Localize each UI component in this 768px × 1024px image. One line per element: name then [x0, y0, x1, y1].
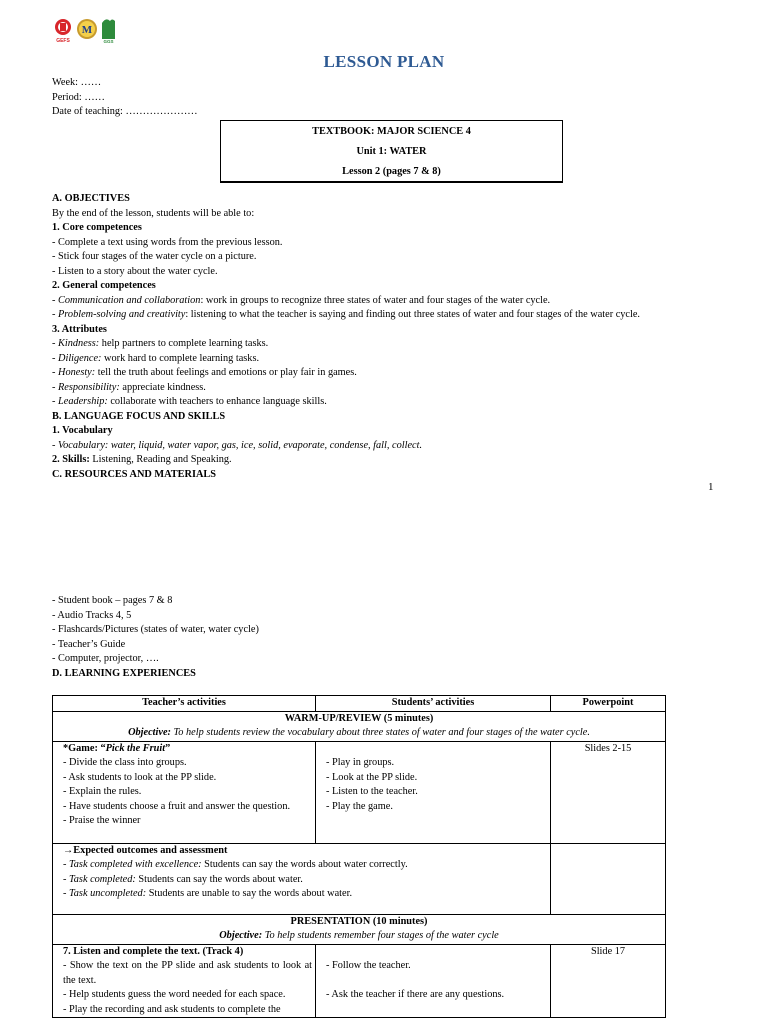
unit-title: Unit 1: WATER: [356, 146, 427, 157]
vocab-heading: 1. Vocabulary: [52, 425, 113, 436]
teacher-step: - Divide the class into groups.: [63, 757, 187, 768]
warmup-objective: Objective: To help students review the vocabulary about three states of water and four stages of the water cycle.: [128, 727, 590, 738]
warmup-title: WARM-UP/REVIEW (5 minutes): [284, 712, 434, 724]
resource-item: - Teacher’s Guide: [52, 638, 126, 650]
student-step: - Listen to the teacher.: [326, 786, 418, 797]
teacher-step: - Help students guess the word needed for each space.: [63, 989, 286, 1000]
presentation-title: PRESENTATION (10 minutes): [290, 915, 428, 927]
gefs-logo-icon: [55, 19, 71, 44]
core-item: - Complete a text using words from the previous lesson.: [52, 236, 283, 248]
vocab-line: - Vocabulary: water, liquid, water vapor, gas, ice, solid, evaporate, condense, fall, collect.: [52, 439, 423, 451]
teacher-step: - Have students choose a fruit and answer the question.: [63, 800, 291, 812]
teacher-step: - Show the text on the PP slide and ask students to look at the text.: [63, 960, 312, 986]
attribute-item: - Responsibility: appreciate kindness.: [52, 381, 206, 393]
core-heading: 1. Core competences: [52, 222, 142, 233]
svg-text:GGS: GGS: [103, 39, 114, 44]
skills-line: 2. Skills: Listening, Reading and Speaking.: [52, 454, 232, 465]
teacher-step: - Explain the rules.: [63, 786, 142, 797]
textbook-title: TEXTBOOK: MAJOR SCIENCE 4: [312, 126, 471, 137]
core-item: - Listen to a story about the water cycle.: [52, 265, 218, 277]
outcome-item: - Task completed: Students can say the words about water.: [63, 873, 303, 885]
svg-text:GEFS: GEFS: [56, 38, 70, 44]
ggs-logo-icon: [102, 19, 115, 44]
objectives-intro: By the end of the lesson, students will be able to:: [52, 207, 255, 219]
core-item: - Stick four stages of the water cycle on a picture.: [52, 251, 257, 262]
teacher-step: - Play the recording and ask students to complete the: [63, 1003, 281, 1015]
presentation-objective: Objective: To help students remember four stages of the water cycle: [219, 930, 499, 941]
outcomes-row: [53, 843, 666, 914]
resource-item: - Computer, projector, ….: [52, 653, 159, 664]
page-title: LESSON PLAN: [323, 52, 445, 71]
presentation-slides: Slide 17: [590, 945, 626, 957]
presentation-activity-row: [53, 944, 666, 1018]
student-step: - Play in groups.: [326, 757, 395, 768]
svg-text:M: M: [81, 24, 93, 36]
experiences-heading: D. LEARNING EXPERIENCES: [52, 667, 196, 679]
table-header-row: [53, 696, 666, 712]
teacher-step: - Ask students to look at the PP slide.: [63, 771, 217, 783]
outcome-item: - Task completed with excellence: Students can say the words about water correctly.: [63, 859, 408, 870]
col-powerpoint: Powerpoint: [551, 696, 666, 712]
page-number: 1: [708, 481, 714, 493]
student-step: - Look at the PP slide.: [326, 771, 418, 783]
col-teacher: Teacher’s activities: [53, 696, 316, 712]
attribute-item: - Diligence: work hard to complete learning tasks.: [52, 352, 260, 364]
outcomes-heading: →Expected outcomes and assessment: [63, 844, 228, 856]
learning-experiences-table: [52, 695, 666, 1018]
student-step: - Ask the teacher if there are any questions.: [326, 989, 505, 1000]
col-students: Students’ activities: [316, 696, 551, 712]
attributes-heading: 3. Attributes: [52, 323, 107, 335]
attribute-item: - Leadership: collaborate with teachers to enhance language skills.: [52, 396, 327, 407]
week-field: Week: ……: [52, 77, 102, 88]
lesson-meta: [52, 76, 198, 120]
period-field: Period: ……: [52, 91, 105, 103]
game-title: *Game: “Pick the Fruit”: [63, 742, 171, 754]
arrow-icon: →: [63, 844, 74, 856]
resources-list: [52, 594, 259, 681]
textbook-box: [220, 120, 563, 183]
attribute-item: - Honesty: tell the truth about feelings and emotions or play fair in games.: [52, 367, 357, 378]
school-logos: [54, 17, 120, 44]
general-item: - Problem-solving and creativity: listening to what the teacher is saying and finding out three states of water and four stages of the water cycle.: [52, 309, 640, 320]
student-step: - Follow the teacher.: [326, 960, 411, 971]
presentation-title-row: [53, 914, 666, 944]
m-logo-icon: [77, 19, 97, 39]
teacher-step: - Praise the winner: [63, 815, 141, 826]
resource-item: - Student book – pages 7 & 8: [52, 595, 173, 606]
student-step: - Play the game.: [326, 800, 393, 812]
warmup-slides: Slides 2-15: [584, 742, 632, 754]
date-field: Date of teaching: …………………: [52, 106, 198, 118]
general-item: - Communication and collaboration: work in groups to recognize three states of water and four stages of the water cycle.: [52, 294, 551, 306]
objectives-section: [52, 192, 742, 482]
warmup-activity-row: [53, 741, 666, 843]
activity-title: 7. Listen and complete the text. (Track 4): [63, 945, 244, 957]
resource-item: - Audio Tracks 4, 5: [52, 609, 132, 621]
resource-item: - Flashcards/Pictures (states of water, water cycle): [52, 624, 259, 635]
language-heading: B. LANGUAGE FOCUS AND SKILLS: [52, 410, 226, 422]
lesson-title: Lesson 2 (pages 7 & 8): [342, 166, 441, 177]
objectives-heading: A. OBJECTIVES: [52, 193, 130, 204]
warmup-title-row: [53, 711, 666, 741]
general-heading: 2. General competences: [52, 280, 156, 291]
outcome-item: - Task uncompleted: Students are unable to say the words about water.: [63, 888, 353, 899]
resources-heading: C. RESOURCES AND MATERIALS: [52, 468, 217, 480]
attribute-item: - Kindness: help partners to complete learning tasks.: [52, 338, 269, 349]
